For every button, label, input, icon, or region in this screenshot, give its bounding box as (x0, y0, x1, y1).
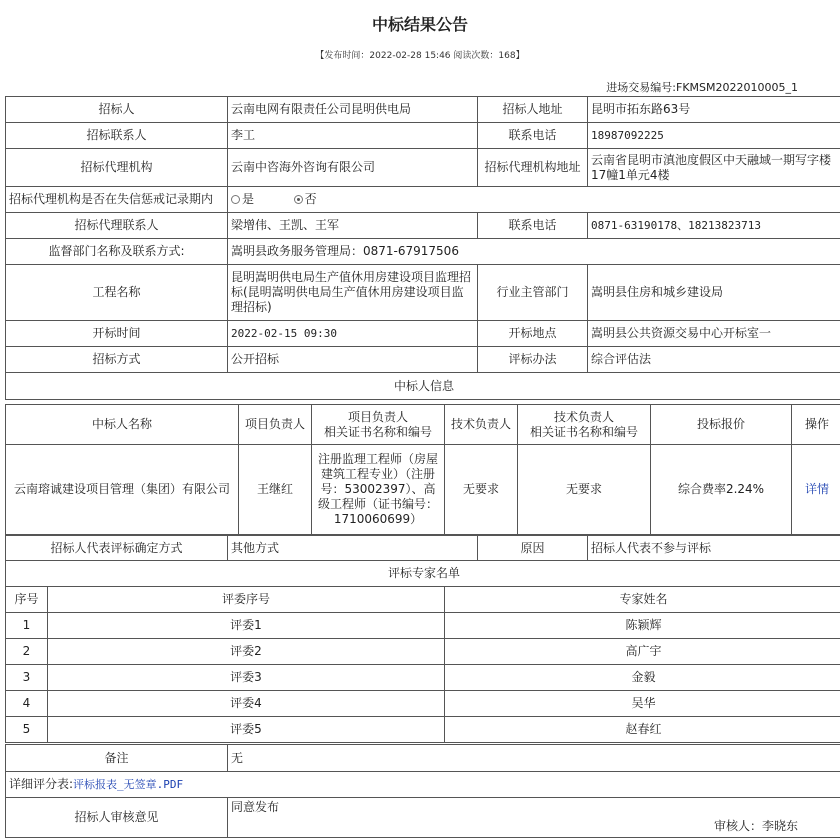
open-place-label: 开标地点 (478, 321, 588, 347)
expert-seq-header: 评委序号 (48, 587, 445, 613)
agency-contact-label: 招标代理联系人 (6, 213, 228, 239)
confirm-label: 招标人代表评标确定方式 (6, 536, 228, 561)
table-row (6, 613, 840, 639)
open-time-label: 开标时间 (6, 321, 228, 347)
expert-no-header: 序号 (6, 587, 48, 613)
winner-pm-cert: 注册监理工程师（房屋建筑工程专业）（注册号：53002397）、高级工程师（证书编号：1710060699） (312, 445, 445, 535)
agency-addr-value: 云南省昆明市滇池度假区中天融域一期写字楼17幢1单元4楼 (588, 149, 840, 187)
phone-label: 联系电话 (478, 123, 588, 149)
expert-no: 2 (6, 639, 48, 665)
pm-header: 项目负责人 (239, 405, 312, 445)
project-value: 昆明嵩明供电局生产值休用房建设项目监理招标(昆明嵩明供电局生产值休用房建设项目监理招标) (228, 265, 478, 321)
supervisor-label: 监督部门名称及联系方式: (6, 239, 228, 265)
contact-label: 招标联系人 (6, 123, 228, 149)
dishonest-label: 招标代理机构是否在失信惩戒记录期内 (6, 187, 228, 213)
remarks-value: 无 (228, 745, 840, 772)
agency-label: 招标代理机构 (6, 149, 228, 187)
winner-price: 综合费率2.24% (651, 445, 792, 535)
publish-meta: 【发布时间：2022-02-28 15:46 阅读次数：168】 (0, 48, 840, 61)
experts-section-title: 评标专家名单 (6, 561, 840, 587)
reason-label: 原因 (478, 536, 588, 561)
expert-no: 1 (6, 613, 48, 639)
expert-name: 吴华 (445, 691, 840, 717)
action-header: 操作 (792, 405, 840, 445)
winner-pm: 王继红 (239, 445, 312, 535)
expert-name: 陈颖辉 (445, 613, 840, 639)
radio-yes[interactable] (231, 195, 240, 204)
table-row (6, 639, 840, 665)
page-title: 中标结果公告 (0, 12, 840, 35)
tech-header: 技术负责人 (445, 405, 518, 445)
expert-seq: 评委5 (48, 717, 445, 743)
open-time-value: 2022-02-15 09:30 (228, 321, 478, 347)
expert-seq: 评委3 (48, 665, 445, 691)
expert-name-header: 专家姓名 (445, 587, 840, 613)
expert-name: 赵春红 (445, 717, 840, 743)
details-link[interactable]: 详情 (792, 445, 840, 535)
winner-name: 云南瑢诚建设项目管理（集团）有限公司 (6, 445, 239, 535)
tenderer-addr-label: 招标人地址 (478, 97, 588, 123)
remarks-label: 备注 (6, 745, 228, 772)
tech-cert-header: 技术负责人 相关证书名称和编号 (518, 405, 651, 445)
phone-value: 18987092225 (588, 123, 840, 149)
agency-phone-value: 0871-63190178、18213823713 (588, 213, 840, 239)
attachment-row (6, 772, 840, 798)
tenderer-label: 招标人 (6, 97, 228, 123)
expert-name: 高广宇 (445, 639, 840, 665)
tenderer-value: 云南电网有限责任公司昆明供电局 (228, 97, 478, 123)
tenderer-addr-value: 昆明市拓东路63号 (588, 97, 840, 123)
table-row (6, 717, 840, 743)
table-row (6, 665, 840, 691)
dishonest-options (228, 187, 840, 213)
radio-no-label: 否 (305, 192, 317, 206)
review-value: 同意发布 (231, 800, 279, 814)
expert-seq: 评委2 (48, 639, 445, 665)
project-label: 工程名称 (6, 265, 228, 321)
transaction-code: 进场交易编号:FKMSM2022010005_1 (606, 79, 798, 95)
attachment-link[interactable]: 评标报表_无签章.PDF (73, 778, 183, 791)
experts-table (5, 586, 840, 743)
agency-value: 云南中咨海外咨询有限公司 (228, 149, 478, 187)
supervisor-value: 嵩明县政务服务管理局：0871-67917506 (228, 239, 840, 265)
expert-name: 金毅 (445, 665, 840, 691)
winner-section-title: 中标人信息 (6, 373, 840, 400)
pm-cert-header: 项目负责人 相关证书名称和编号 (312, 405, 445, 445)
review-label: 招标人审核意见 (6, 798, 228, 838)
eval-label: 评标办法 (478, 347, 588, 373)
winner-tech: 无要求 (445, 445, 518, 535)
confirm-value: 其他方式 (228, 536, 478, 561)
table-row (6, 691, 840, 717)
attachment-label: 详细评分表: (9, 777, 73, 791)
agency-addr-label: 招标代理机构地址 (478, 149, 588, 187)
footer-table (5, 744, 840, 838)
price-header: 投标报价 (651, 405, 792, 445)
reason-value: 招标人代表不参与评标 (588, 536, 840, 561)
expert-no: 3 (6, 665, 48, 691)
expert-seq: 评委1 (48, 613, 445, 639)
expert-seq: 评委4 (48, 691, 445, 717)
radio-yes-label: 是 (242, 192, 254, 206)
method-value: 公开招标 (228, 347, 478, 373)
winner-tech-cert: 无要求 (518, 445, 651, 535)
agency-contact-value: 梁增伟、王凯、王军 (228, 213, 478, 239)
agency-phone-label: 联系电话 (478, 213, 588, 239)
review-cell (228, 798, 840, 838)
winner-table (5, 404, 840, 535)
expert-no: 4 (6, 691, 48, 717)
authority-label: 行业主管部门 (478, 265, 588, 321)
contact-value: 李工 (228, 123, 478, 149)
method-label: 招标方式 (6, 347, 228, 373)
radio-no[interactable] (294, 195, 303, 204)
confirm-table (5, 535, 840, 587)
expert-no: 5 (6, 717, 48, 743)
eval-value: 综合评估法 (588, 347, 840, 373)
authority-value: 嵩明县住房和城乡建设局 (588, 265, 840, 321)
reviewer: 审核人：李晓东 (714, 819, 798, 834)
info-table (5, 96, 840, 400)
winner-name-header: 中标人名称 (6, 405, 239, 445)
open-place-value: 嵩明县公共资源交易中心开标室一 (588, 321, 840, 347)
